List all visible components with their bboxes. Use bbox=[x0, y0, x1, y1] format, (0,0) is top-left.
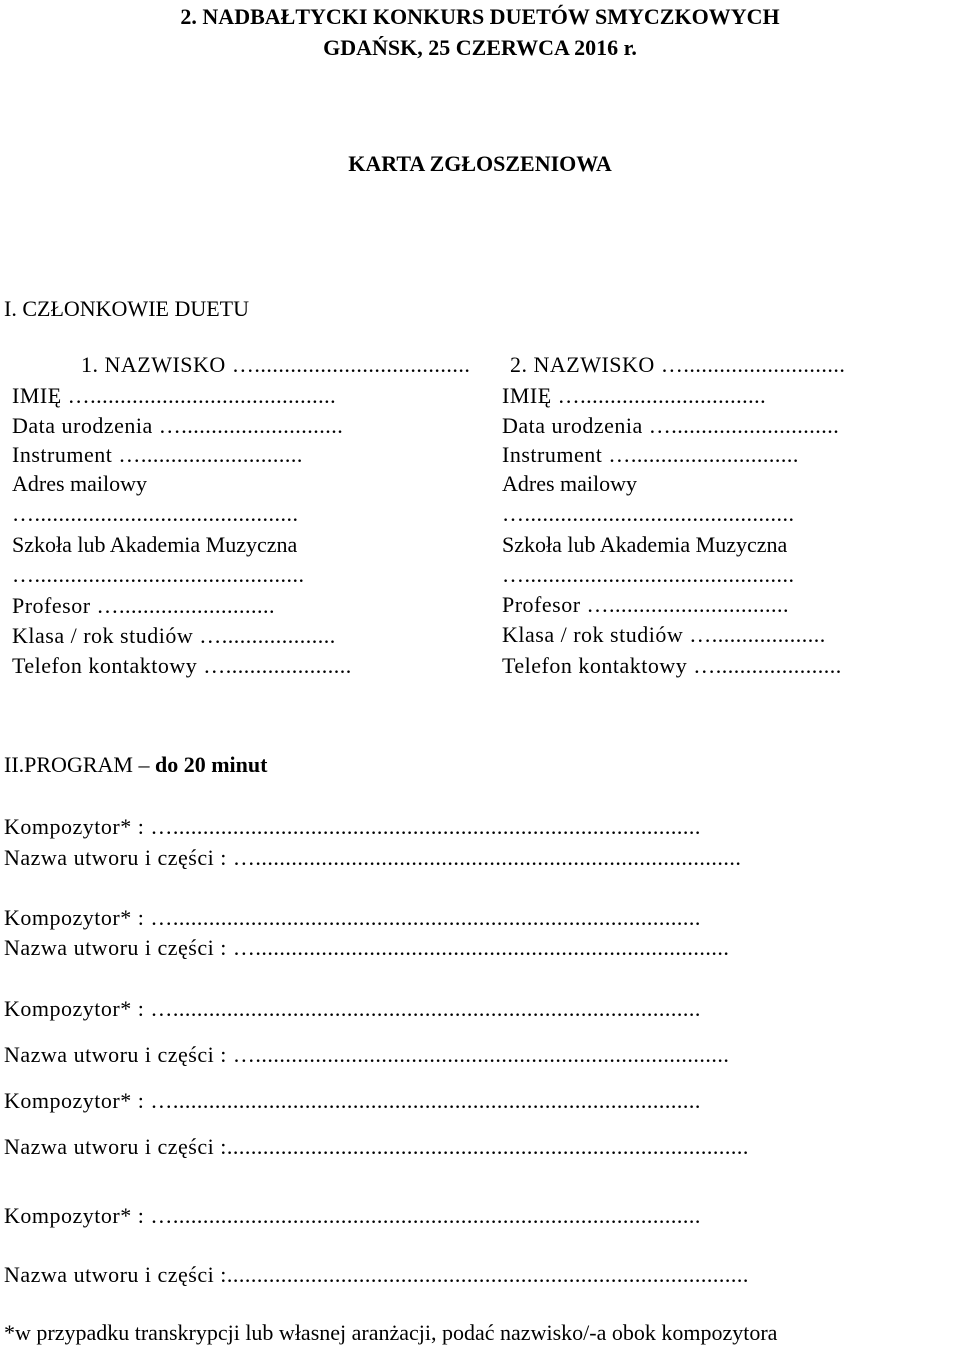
form-title: KARTA ZGŁOSZENIOWA bbox=[348, 151, 612, 176]
section-program-heading bbox=[4, 752, 267, 778]
composer-field-3[interactable]: Kompozytor* : …........................................................................................ bbox=[4, 996, 701, 1021]
section-members-heading: I. CZŁONKOWIE DUETU bbox=[4, 296, 249, 321]
member2-teacher-field[interactable]: Profesor ….............................. bbox=[502, 592, 790, 617]
program-heading-prefix: II.PROGRAM – bbox=[4, 752, 155, 777]
piece-field-2[interactable]: Nazwa utworu i części : …............................................................................... bbox=[4, 935, 730, 960]
composer-field-5[interactable]: Kompozytor* : …........................................................................................ bbox=[4, 1203, 701, 1228]
member1-name-field[interactable]: IMIĘ …......................................... bbox=[12, 383, 337, 408]
member1-school-label: Szkoła lub Akademia Muzyczna bbox=[12, 532, 298, 557]
composer-field-4[interactable]: Kompozytor* : …........................................................................................ bbox=[4, 1088, 701, 1113]
composer-field-1[interactable]: Kompozytor* : …........................................................................................ bbox=[4, 814, 701, 839]
piece-field-1[interactable]: Nazwa utworu i części : …................................................................................. bbox=[4, 845, 742, 870]
member1-class-field[interactable]: Klasa / rok studiów …................... bbox=[12, 623, 336, 648]
member1-phone-field[interactable]: Telefon kontaktowy …..................... bbox=[12, 653, 352, 678]
member2-birthdate-field[interactable]: Data urodzenia …............................ bbox=[502, 413, 840, 438]
member2-instrument-field[interactable]: Instrument …............................ bbox=[502, 442, 799, 467]
piece-field-4[interactable]: Nazwa utworu i części :....................................................................................... bbox=[4, 1134, 749, 1159]
member1-surname-field[interactable]: 1. NAZWISKO ….................................... bbox=[81, 352, 471, 377]
member2-phone-field[interactable]: Telefon kontaktowy …..................... bbox=[502, 653, 842, 678]
member1-email-label: Adres mailowy bbox=[12, 471, 148, 496]
footnote: *w przypadku transkrypcji lub własnej aranżacji, podać nazwisko/-a obok kompozytora bbox=[4, 1320, 778, 1345]
member1-school-field[interactable]: …............................................. bbox=[12, 562, 305, 587]
program-time-limit: do 20 minut bbox=[154, 752, 268, 777]
contest-title: 2. NADBAŁTYCKI KONKURS DUETÓW SMYCZKOWYCH bbox=[180, 4, 780, 29]
contest-date-place: GDAŃSK, 25 CZERWCA 2016 r. bbox=[323, 35, 637, 60]
member1-birthdate-field[interactable]: Data urodzenia …........................... bbox=[12, 413, 344, 438]
member2-email-field[interactable]: …............................................. bbox=[502, 501, 795, 526]
member2-surname-field[interactable]: 2. NAZWISKO …........................... bbox=[510, 352, 846, 377]
piece-field-5[interactable]: Nazwa utworu i części :....................................................................................... bbox=[4, 1262, 749, 1287]
member1-email-field[interactable]: …............................................ bbox=[12, 501, 299, 526]
member1-teacher-field[interactable]: Profesor ….......................... bbox=[12, 593, 276, 618]
member2-name-field[interactable]: IMIĘ …............................... bbox=[502, 383, 767, 408]
member2-class-field[interactable]: Klasa / rok studiów …................... bbox=[502, 622, 826, 647]
composer-field-2[interactable]: Kompozytor* : …........................................................................................ bbox=[4, 905, 701, 930]
member1-instrument-field[interactable]: Instrument …........................... bbox=[12, 442, 303, 467]
member2-school-label: Szkoła lub Akademia Muzyczna bbox=[502, 532, 788, 557]
member2-school-field[interactable]: …............................................. bbox=[502, 562, 795, 587]
member2-email-label: Adres mailowy bbox=[502, 471, 638, 496]
piece-field-3[interactable]: Nazwa utworu i części : …............................................................................... bbox=[4, 1042, 730, 1067]
